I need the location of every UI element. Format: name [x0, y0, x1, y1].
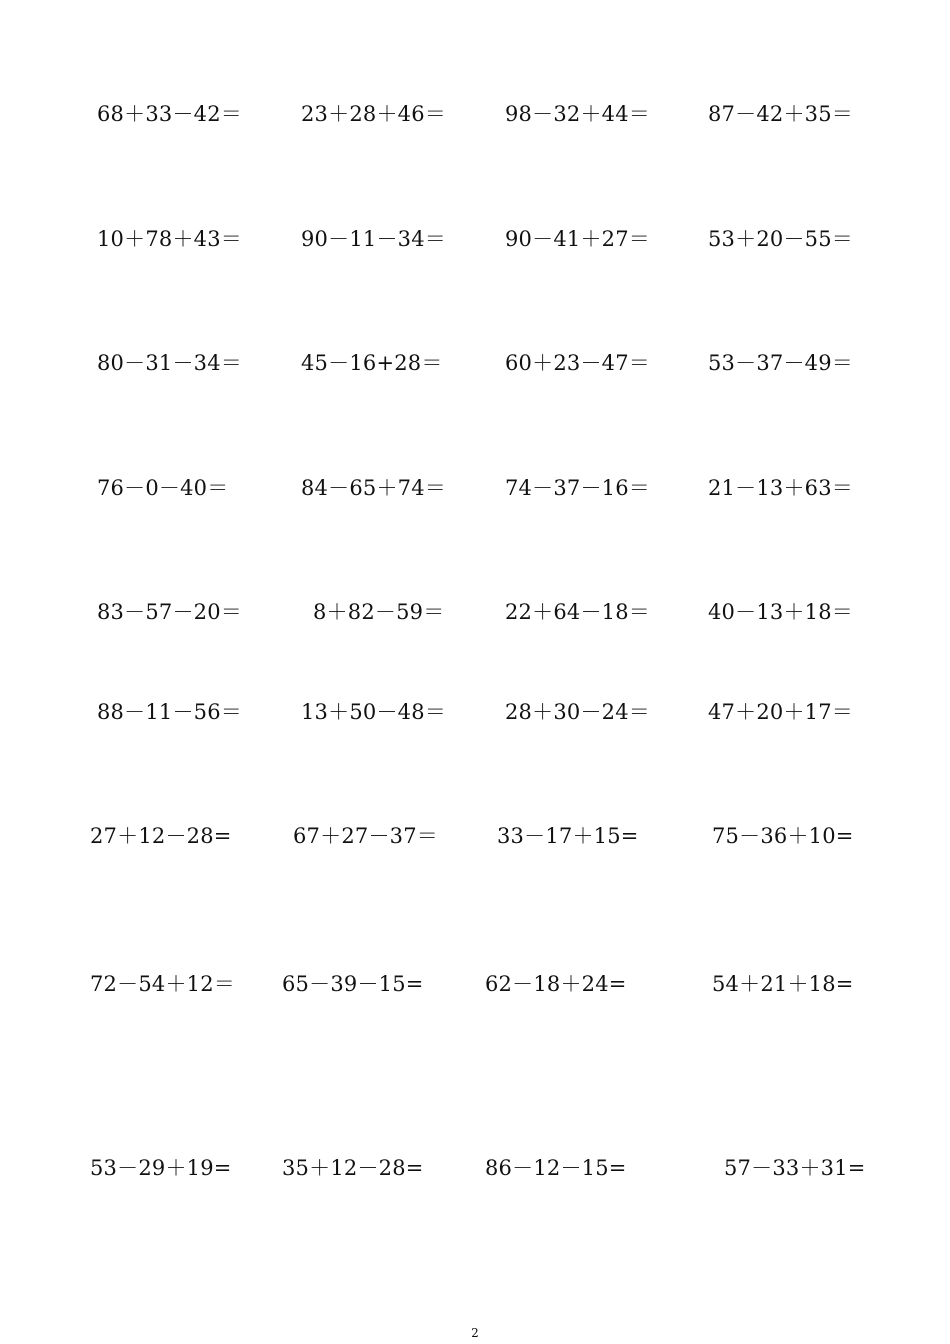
problem: 90－11－34＝ — [301, 227, 446, 251]
problem: 98－32＋44＝ — [505, 102, 650, 126]
problem: 67＋27－37＝ — [293, 824, 438, 848]
problem: 72－54＋12＝ — [90, 972, 235, 996]
problem: 84－65＋74＝ — [301, 476, 446, 500]
problem: 90－41＋27＝ — [505, 227, 650, 251]
problem: 40－13＋18＝ — [708, 600, 853, 624]
problem: 87－42＋35＝ — [708, 102, 853, 126]
problem: 65－39－15= — [282, 972, 424, 996]
problem: 35＋12－28= — [282, 1156, 424, 1180]
problem: 53－37－49＝ — [708, 351, 853, 375]
problem: 53－29＋19= — [90, 1156, 232, 1180]
problem: 86－12－15= — [485, 1156, 627, 1180]
problem: 76－0－40＝ — [97, 476, 229, 500]
problem: 80－31－34＝ — [97, 351, 242, 375]
problem: 22＋64－18＝ — [505, 600, 650, 624]
problem: 23＋28＋46＝ — [301, 102, 446, 126]
problem: 54＋21＋18= — [712, 972, 854, 996]
page-number: 2 — [471, 1326, 479, 1340]
problem: 62－18＋24= — [485, 972, 627, 996]
problem: 28＋30－24＝ — [505, 700, 650, 724]
problem: 88－11－56＝ — [97, 700, 242, 724]
problem: 27＋12－28= — [90, 824, 232, 848]
problem: 75－36＋10= — [712, 824, 854, 848]
problem: 21－13＋63＝ — [708, 476, 853, 500]
problem: 10＋78＋43＝ — [97, 227, 242, 251]
problem: 47＋20＋17＝ — [708, 700, 853, 724]
problem: 57－33＋31= — [724, 1156, 866, 1180]
problem: 60＋23－47＝ — [505, 351, 650, 375]
problem: 74－37－16＝ — [505, 476, 650, 500]
problem: 68＋33－42＝ — [97, 102, 242, 126]
problem: 33－17＋15= — [497, 824, 639, 848]
problem: 8＋82－59＝ — [313, 600, 445, 624]
problem: 53＋20－55＝ — [708, 227, 853, 251]
problem: 13＋50－48＝ — [301, 700, 446, 724]
problem: 83－57－20＝ — [97, 600, 242, 624]
problem: 45－16+28＝ — [301, 351, 443, 375]
